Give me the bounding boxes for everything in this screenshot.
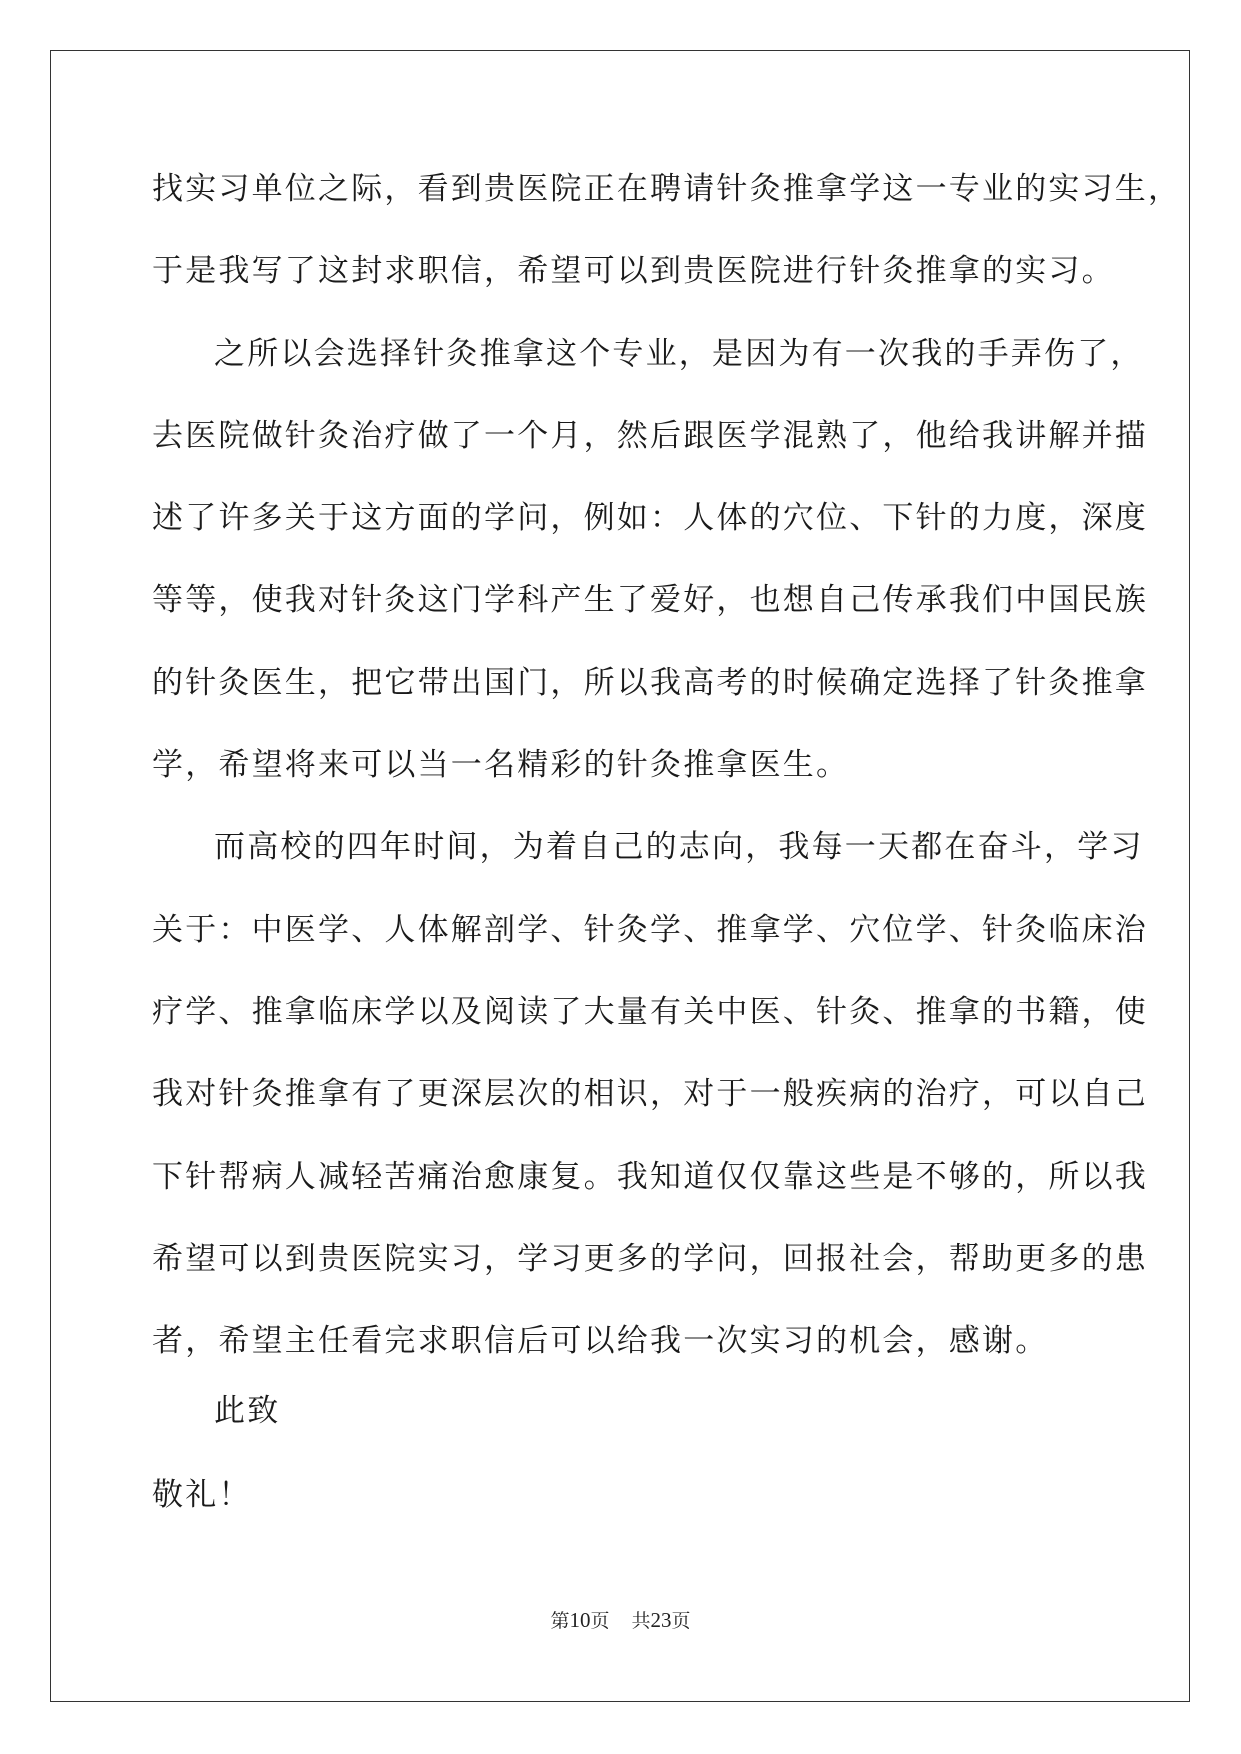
paragraph-start-line: 而高校的四年时间，为着自己的志向，我每一天都在奋斗，学习 <box>214 829 1144 866</box>
total-suffix: 页 <box>671 1610 691 1632</box>
text-line: 我对针灸推拿有了更深层次的相识，对于一般疾病的治疗，可以自己 <box>152 1076 1148 1113</box>
letter-body <box>152 164 1182 1398</box>
page-prefix: 第 <box>550 1610 570 1632</box>
text-line: 述了许多关于这方面的学问，例如：人体的穴位、下针的力度，深度 <box>152 500 1148 537</box>
text-line: 希望可以到贵医院实习，学习更多的学问，回报社会，帮助更多的患 <box>152 1240 1148 1277</box>
page-current: 10 <box>569 1608 591 1632</box>
total-prefix: 共 <box>631 1610 651 1632</box>
text-line: 于是我写了这封求职信，希望可以到贵医院进行针灸推拿的实习。 <box>152 253 1115 290</box>
page-suffix: 页 <box>590 1610 610 1632</box>
page-total: 23 <box>650 1608 672 1632</box>
text-line: 的针灸医生，把它带出国门，所以我高考的时候确定选择了针灸推拿 <box>152 664 1148 701</box>
text-line: 去医院做针灸治疗做了一个月，然后跟医学混熟了，他给我讲解并描 <box>152 417 1148 454</box>
closing-regards: 敬礼！ <box>152 1477 252 1513</box>
text-line: 关于：中医学、人体解剖学、针灸学、推拿学、穴位学、针灸临床治 <box>152 911 1148 948</box>
text-line: 者，希望主任看完求职信后可以给我一次实习的机会，感谢。 <box>152 1323 1049 1360</box>
text-line: 找实习单位之际，看到贵医院正在聘请针灸推拿学这一专业的实习生， <box>152 171 1182 207</box>
closing-salutation: 此致 <box>214 1393 281 1429</box>
text-line: 等等，使我对针灸这门学科产生了爱好，也想自己传承我们中国民族 <box>152 582 1148 619</box>
paragraph-start-line: 之所以会选择针灸推拿这个专业，是因为有一次我的手弄伤了， <box>214 335 1144 372</box>
page-footer <box>0 1606 1241 1633</box>
text-line: 疗学、推拿临床学以及阅读了大量有关中医、针灸、推拿的书籍，使 <box>152 993 1148 1030</box>
text-line: 学，希望将来可以当一名精彩的针灸推拿医生。 <box>152 747 850 784</box>
text-line: 下针帮病人减轻苦痛治愈康复。我知道仅仅靠这些是不够的，所以我 <box>152 1158 1148 1195</box>
